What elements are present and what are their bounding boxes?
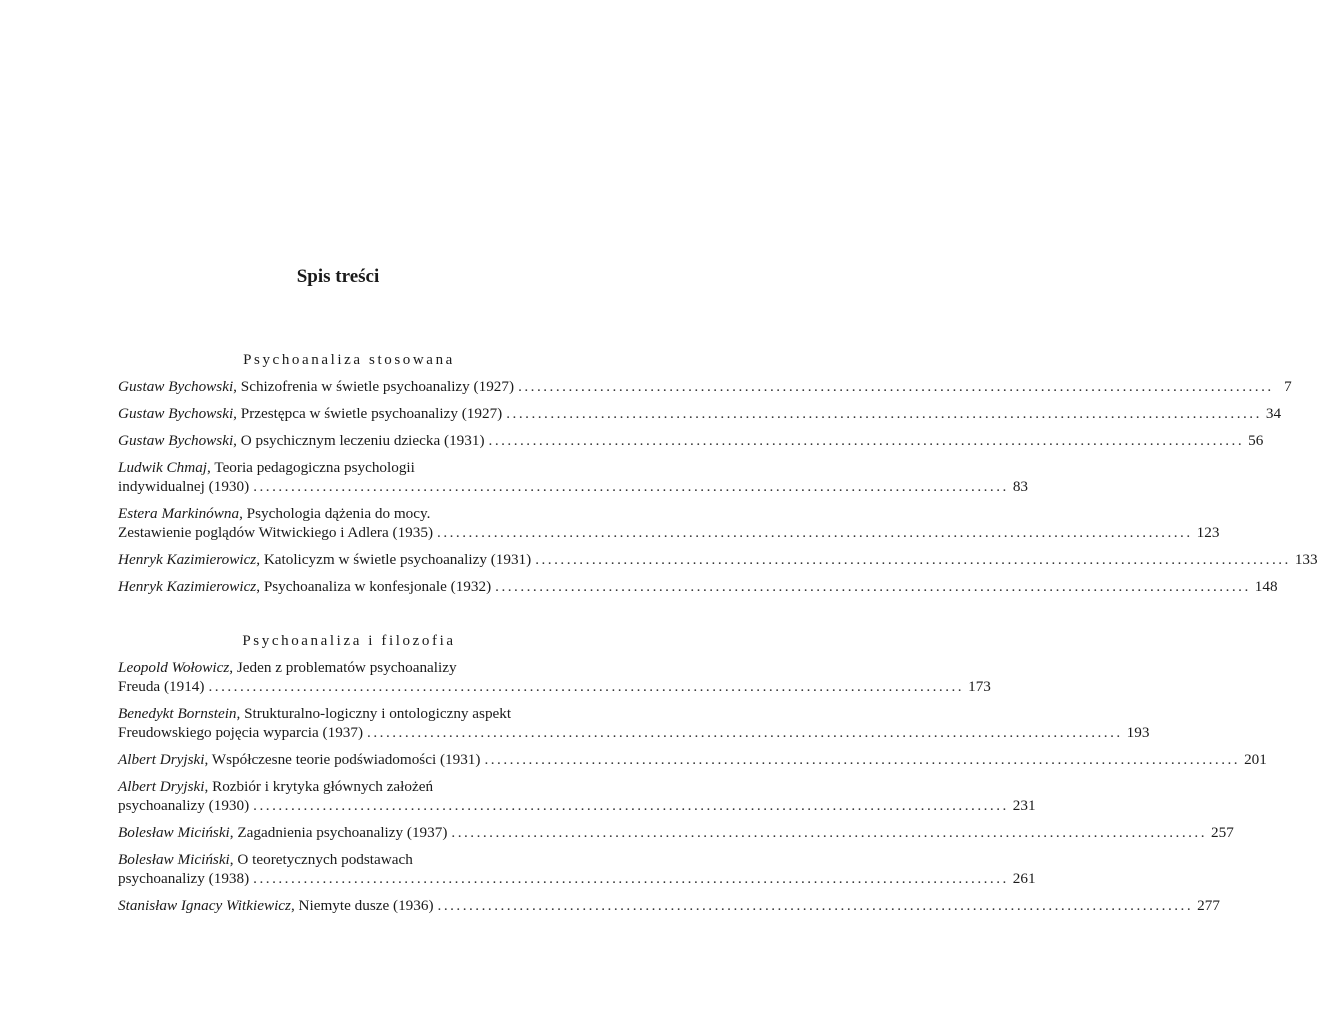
entry-title: , Schizofrenia w świetle psychoanalizy (1927) [233,378,515,395]
dot-leader: ........................................................................................................................ [451,824,1208,841]
entry-author: Henryk Kazimierowicz [118,578,257,595]
entry-title: , Psychologia dążenia do mocy. [239,505,431,522]
entry-page-number: 7 [1284,378,1292,395]
entry-author: Henryk Kazimierowicz [118,551,257,568]
entry-author: Gustaw Bychowski [118,405,234,422]
section-psychoanaliza-i-filozofia [118,632,1267,923]
dot-leader: ........................................................................................................................ [506,405,1262,422]
toc-entry[interactable] [118,404,1282,423]
entry-author: Ludwik Chmaj [118,459,208,476]
entry-title: , Niemyte dusze (1936) [290,897,434,914]
dot-leader: ........................................................................................................................ [495,578,1251,595]
page-title: Spis treści [296,266,380,287]
dot-leader: ........................................................................................................................ [208,678,965,695]
entry-title: , Przestępca w świetle psychoanalizy (1927) [233,405,503,422]
toc-entry[interactable] [118,377,1292,396]
dot-leader: ........................................................................................................................ [518,378,1274,395]
section-heading: Psychoanaliza stosowana [243,352,455,368]
section-psychoanaliza-stosowana [118,351,1318,604]
entry-title-continued: indywidualnej (1930) [118,478,250,495]
toc-entry[interactable] [118,823,1234,842]
entry-page-number: 34 [1265,405,1282,422]
entry-author: Gustaw Bychowski [118,432,234,449]
entry-author: Albert Dryjski [118,751,205,768]
dot-leader: ........................................................................................................................ [253,870,1009,887]
entry-author: Bolesław Miciński [118,824,230,841]
entry-title: , O psychicznym leczeniu dziecka (1931) [233,432,485,449]
toc-entry[interactable] [118,550,1318,569]
dot-leader: ........................................................................................................................ [253,797,1009,814]
dot-leader: ........................................................................................................................ [437,524,1193,541]
toc-entry[interactable] [118,658,991,696]
entry-title: , Katolicyzm w świetle psychoanalizy (1931) [256,551,532,568]
entry-page-number: 201 [1244,751,1267,768]
toc-entry[interactable] [118,777,1036,815]
toc-entry[interactable] [118,431,1264,450]
entry-title: , Współczesne teorie podświadomości (1931) [204,751,481,768]
entry-page-number: 193 [1126,724,1150,741]
entry-page-number: 261 [1012,870,1036,887]
toc-entry[interactable] [118,850,1036,888]
entry-author: Benedykt Bornstein [118,705,237,722]
entry-page-number: 277 [1197,897,1220,914]
entry-page-number: 123 [1196,524,1220,541]
entry-title: , Zagadnienia psychoanalizy (1937) [229,824,448,841]
toc-entry[interactable] [118,750,1267,769]
entry-title-continued: Freudowskiego pojęcia wyparcia (1937) [118,724,364,741]
entry-page-number: 56 [1248,432,1264,449]
entry-title-continued: Freuda (1914) [118,678,205,695]
entry-author: Bolesław Miciński [118,851,230,868]
dot-leader: ........................................................................................................................ [484,751,1241,768]
entry-author: Estera Markinówna [118,505,240,522]
dot-leader: ........................................................................................................................ [535,551,1291,568]
toc-entry[interactable] [118,577,1278,596]
entry-page-number: 133 [1294,551,1318,568]
entry-title: , Strukturalno-logiczny i ontologiczny aspekt [236,705,512,722]
entry-title-continued: psychoanalizy (1938) [118,870,250,887]
toc-entry[interactable] [118,896,1220,915]
entry-title: , Jeden z problematów psychoanalizy [229,659,457,676]
toc-entry[interactable] [118,704,1150,742]
entry-author: Albert Dryjski [118,778,205,795]
dot-leader: ........................................................................................................................ [437,897,1194,914]
entry-title: , O teoretycznych podstawach [229,851,413,868]
entry-title-continued: psychoanalizy (1930) [118,797,250,814]
dot-leader: ........................................................................................................................ [488,432,1245,449]
entry-author: Gustaw Bychowski [118,378,234,395]
toc-entry[interactable] [118,504,1220,542]
entry-author: Leopold Wołowicz [118,659,230,676]
entry-author: Stanisław Ignacy Witkiewicz [118,897,291,914]
section-heading: Psychoanaliza i filozofia [242,633,456,649]
entry-title-continued: Zestawienie poglądów Witwickiego i Adlera (1935) [118,524,434,541]
entry-page-number: 173 [968,678,991,695]
entry-page-number: 231 [1012,797,1036,814]
entry-page-number: 148 [1254,578,1278,595]
dot-leader: ........................................................................................................................ [253,478,1009,495]
entry-title: , Rozbiór i krytyka głównych założeń [204,778,434,795]
dot-leader: ........................................................................................................................ [367,724,1123,741]
entry-page-number: 83 [1012,478,1028,495]
entry-title: , Psychoanaliza w konfesjonale (1932) [256,578,492,595]
toc-entry[interactable] [118,458,1028,496]
entry-title: , Teoria pedagogiczna psychologii [207,459,415,476]
entry-page-number: 257 [1211,824,1234,841]
